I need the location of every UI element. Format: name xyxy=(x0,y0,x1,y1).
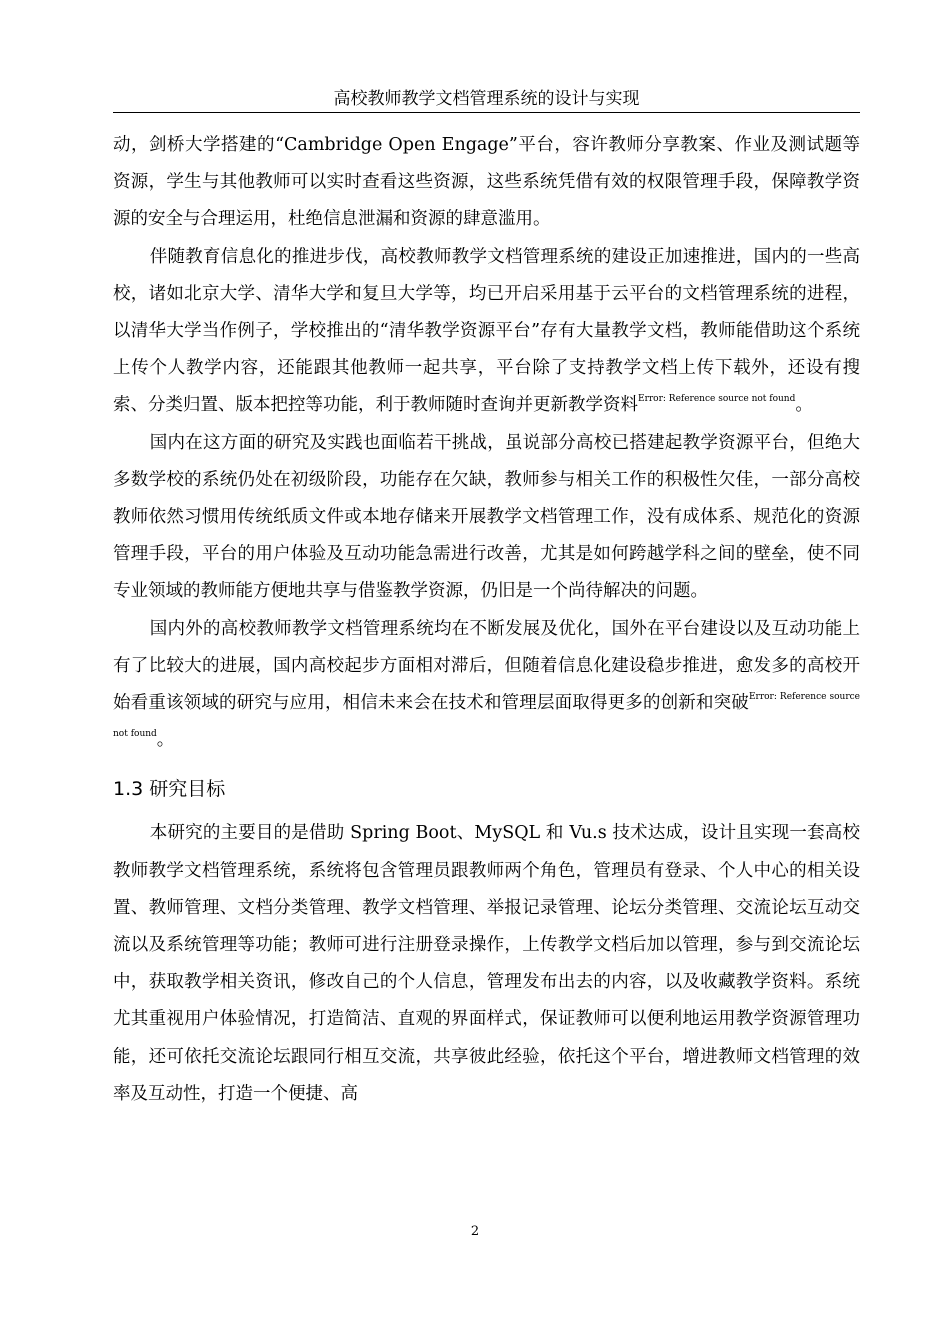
running-header xyxy=(113,88,860,113)
page-number: 2 xyxy=(470,1224,480,1239)
paragraph-end-punct: 。 xyxy=(795,395,813,416)
citation-error-marker: Error: Reference source not found xyxy=(113,692,861,740)
paragraph-domestic-progress-text: 伴随教育信息化的推进步伐，高校教师教学文档管理系统的建设正加速推进，国内的一些高校，诸如北京大学、清华大学和复旦大学等，均已开启采用基于云平台的文档管理系统的进程，以清华大学当作例子，学校推出的“清华教学资源平台”存有大量教学文档，教师能借助这个系统上传个人教学内容，还能跟其他教师一起共享，平台除了支持教学文档上传下载外，还设有搜索、分类归置、版本把控等功能，利于教师随时查询并更新教学资料 xyxy=(113,246,860,416)
section-heading: 1.3 研究目标 xyxy=(113,778,226,801)
page-body xyxy=(113,127,860,1113)
paragraph-summary-text: 国内外的高校教师教学文档管理系统均在不断发展及优化，国外在平台建设以及互动功能上有了比较大的进展，国内高校起步方面相对滞后，但随着信息化建设稳步推进，愈发多的高校开始看重该领域的研究与应用，相信未来会在技术和管理层面取得更多的创新和突破 xyxy=(113,618,860,714)
paragraph-end-punct: 。 xyxy=(156,730,175,751)
citation-error-marker: Error: Reference source not found xyxy=(638,394,796,405)
paragraph-summary xyxy=(113,611,860,760)
paragraph-domestic-progress xyxy=(113,239,860,425)
paragraph-research-goal: 本研究的主要目的是借助 Spring Boot、MySQL 和 Vu.s 技术达成，设计且实现一套高校教师教学文档管理系统，系统将包含管理员跟教师两个角色，管理员有登录、个人中心的相关设置、教师管理、文档分类管理、教学文档管理、举报记录管理、论坛分类管理、交流论坛互动交流以及系统管理等功能；教师可进行注册登录操作，上传教学文档后加以管理，参与到交流论坛中，获取教学相关资讯，修改自己的个人信息，管理发布出去的内容，以及收藏教学资料。系统尤其重视用户体验情况，打造简洁、直观的界面样式，保证教师可以便利地运用教学资源管理功能，还可依托交流论坛跟同行相互交流，共享彼此经验，依托这个平台，增进教师文档管理的效率及互动性，打造一个便捷、高 xyxy=(113,823,860,1104)
running-header-title: 高校教师教学文档管理系统的设计与实现 xyxy=(333,89,640,109)
paragraph-challenges: 国内在这方面的研究及实践也面临若干挑战，虽说部分高校已搭建起教学资源平台，但绝大多数学校的系统仍处在初级阶段，功能存在欠缺，教师参与相关工作的积极性欠佳，一部分高校教师依然习惯用传统纸质文件或本地存储来开展教学文档管理工作，没有成体系、规范化的资源管理手段，平台的用户体验及互动功能急需进行改善，尤其是如何跨越学科之间的壁垒，使不同专业领域的教师能方便地共享与借鉴教学资源，仍旧是一个尚待解决的问题。 xyxy=(113,432,860,602)
paragraph-continued: 动，剑桥大学搭建的“Cambridge Open Engage”平台，容许教师分享教案、作业及测试题等资源，学生与其他教师可以实时查看这些资源，这些系统凭借有效的权限管理手段，保障教学资源的安全与合理运用，杜绝信息泄漏和资源的肆意滥用。 xyxy=(113,135,860,230)
